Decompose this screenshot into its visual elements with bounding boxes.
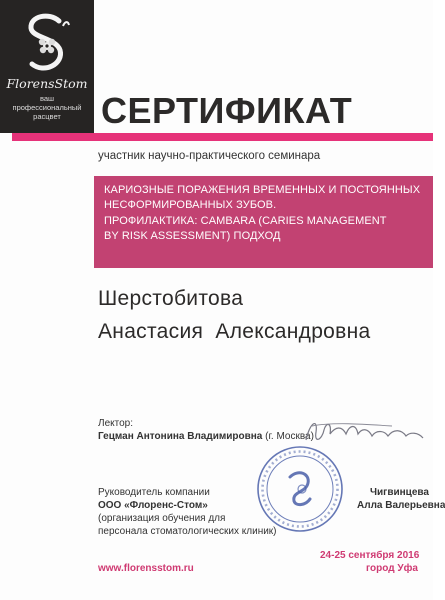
seminar-topic-box: [94, 176, 433, 268]
florens-stom-s-logo-icon: [22, 12, 72, 76]
lecturer-name: Гецман Антонина Владимировна: [98, 431, 263, 442]
company-website: www.florensstom.ru: [98, 563, 194, 574]
tagline-line: ваш: [39, 94, 55, 103]
director-given-names: Алла Валерьевна: [357, 500, 445, 511]
event-place: город Уфа: [366, 563, 418, 574]
brand-tagline: [0, 94, 94, 121]
brand-sidebar: [0, 0, 94, 133]
company-description-line: (организация обучения для: [98, 513, 226, 524]
accent-band: [12, 133, 433, 141]
topic-line: КАРИОЗНЫЕ ПОРАЖЕНИЯ ВРЕМЕННЫХ И ПОСТОЯННЫХ: [104, 184, 421, 196]
lecturer-label: Лектор:: [98, 418, 133, 429]
company-head-label: Руководитель компании: [98, 487, 210, 498]
topic-line: BY RISK ASSESSMENT) ПОДХОД: [104, 230, 281, 243]
lecturer-city: (г. Москва): [265, 431, 314, 442]
director-surname: Чигвинцева: [370, 487, 429, 498]
recipient-given-names: Анастасия Александровна: [98, 320, 371, 343]
recipient-surname: Шерстобитова: [98, 287, 244, 310]
certificate-subtitle: участник научно-практического семинара: [98, 150, 321, 162]
topic-line: ПРОФИЛАКТИКА: CAMBARA (CARIES MANAGEMENT: [104, 214, 387, 227]
certificate-title: СЕРТИФИКАТ: [101, 90, 353, 131]
company-description-line: персонала стоматологических клиник): [98, 526, 277, 537]
topic-line: НЕСФОРМИРОВАННЫХ ЗУБОВ.: [104, 199, 277, 212]
company-name: ООО «Флоренс-Стом»: [98, 500, 208, 511]
company-seal-stamp-icon: [254, 443, 346, 535]
event-date: 24-25 сентября 2016: [320, 550, 420, 561]
tagline-line: профессиональный: [12, 103, 82, 112]
brand-name: FlorensStom: [6, 76, 88, 91]
lecturer-info: [98, 431, 314, 442]
tagline-line: расцвет: [33, 112, 61, 121]
